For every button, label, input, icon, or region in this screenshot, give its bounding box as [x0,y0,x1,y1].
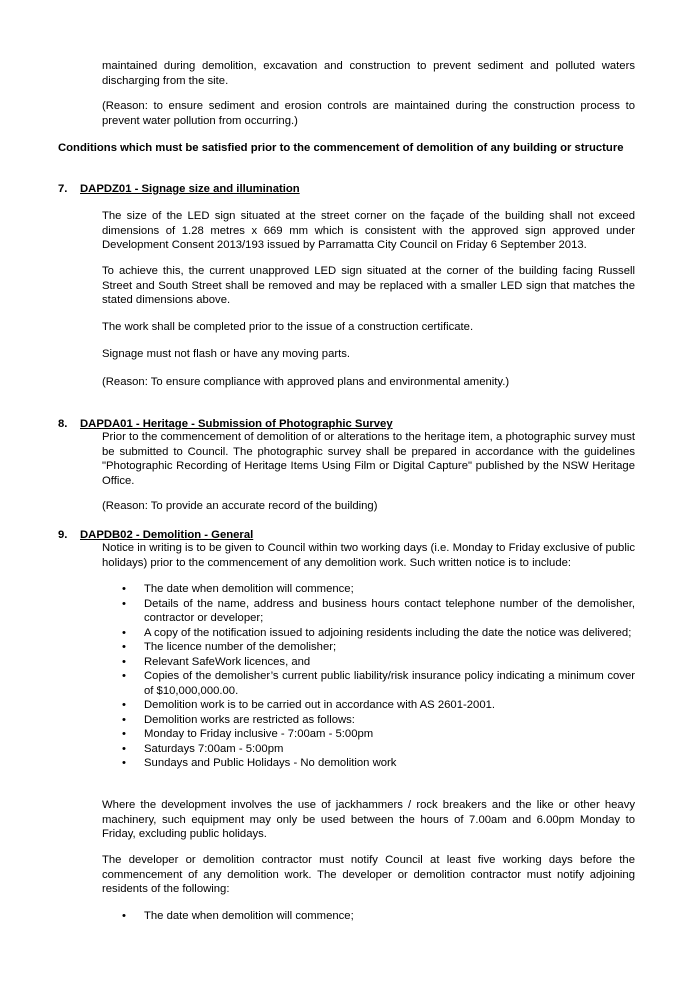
list-item: • Relevant SafeWork licences, and [122,655,311,668]
bullet-icon: • [122,641,126,653]
bullet-icon: • [122,713,126,726]
list-item: • Details of the name, address and business hours contact telephone number of the demolisher, contractor or developer; [122,597,635,624]
bullet-icon: • [122,655,126,668]
list-item: • The date when demolition will commence; [122,910,354,922]
adjoining-residents-list [102,909,635,924]
condition-7-number: 7. [58,183,68,195]
condition-9-number: 9. [58,529,68,541]
list-item: • The licence number of the demolisher; [122,641,337,653]
bullet-icon: • [122,699,126,711]
list-item: • Demolition work is to be carried out in accordance with AS 2601-2001. [122,699,496,711]
demolition-notice-list [102,582,635,771]
condition-8-paragraph-1: Prior to the commencement of demolition of or alterations to the heritage item, a photographic survey must be submitted to Council. The photographic survey shall be prepared in accordance with the guidelines "Photographic Recording of Heritage Items Using Film or Digital Capture" published by the NSW Heritage Office. [102,431,635,487]
bullet-icon: • [122,742,126,755]
condition-7-paragraph-4: Signage must not flash or have any moving parts. [102,348,351,360]
bullet-icon: • [122,626,126,639]
condition-7-paragraph-2: To achieve this, the current unapproved LED sign situated at the corner of the building facing Russell Street and South Street shall be removed and may be replaced with a smaller LED sign that matches the stated dimensions above. [102,265,635,306]
condition-7-reason: (Reason: To ensure compliance with approved plans and environmental amenity.) [102,376,510,388]
list-item: • Sundays and Public Holidays - No demolition work [122,757,397,769]
list-item: • Demolition works are restricted as follows: [122,713,355,726]
list-item: • Monday to Friday inclusive - 7:00am - 5:00pm [122,728,374,740]
condition-7-paragraph-3: The work shall be completed prior to the issue of a construction certificate. [102,321,474,333]
list-item: • Saturdays 7:00am - 5:00pm [122,742,284,755]
condition-8-number: 8. [58,418,68,430]
condition-9-title: DAPDB02 - Demolition - General [80,529,254,541]
condition-7-title: DAPDZ01 - Signage size and illumination [80,183,300,195]
condition-8-title: DAPDA01 - Heritage - Submission of Photographic Survey [80,418,393,430]
intro-paragraph: maintained during demolition, excavation and construction to prevent sediment and polluted waters discharging from the site. [102,60,635,87]
bullet-icon: • [122,670,126,682]
condition-7-paragraph-1: The size of the LED sign situated at the street corner on the façade of the building shall not exceed dimensions of 1.28 metres x 669 mm which is consistent with the approved sign approved under Development Consent 2013/193 issued by Parramatta City Council on Friday 6 September 2013. [102,210,635,251]
condition-9-paragraph-1: Notice in writing is to be given to Council within two working days (i.e. Monday to Friday exclusive of public holidays) prior to the commencement of any demolition work. Such written notice is to include: [102,542,635,569]
bullet-icon: • [122,728,126,740]
bullet-icon: • [122,583,126,595]
condition-9-paragraph-3: The developer or demolition contractor must notify Council at least five working days before the commencement of any demolition work. The developer or demolition contractor must notify adjoining residents of the following: [102,854,635,895]
list-item: • The date when demolition will commence; [122,583,354,595]
list-item: • Copies of the demolisher’s current public liability/risk insurance policy indicating a minimum cover of $10,000,000.00. [122,670,635,697]
bullet-icon: • [122,757,126,769]
intro-reason: (Reason: to ensure sediment and erosion controls are maintained during the construction process to prevent water pollution from occurring.) [102,100,635,127]
bullet-icon: • [122,597,126,610]
list-item: • A copy of the notification issued to adjoining residents including the date the notice was delivered; [122,626,632,639]
section-heading: Conditions which must be satisfied prior to the commencement of demolition of any building or structure [58,142,624,154]
condition-9-paragraph-2: Where the development involves the use of jackhammers / rock breakers and the like or other heavy machinery, such equipment may only be used between the hours of 7.00am and 6.00pm Monday to Friday, excluding public holidays. [102,799,635,840]
condition-8-reason: (Reason: To provide an accurate record of the building) [102,500,378,512]
bullet-icon: • [122,910,126,922]
